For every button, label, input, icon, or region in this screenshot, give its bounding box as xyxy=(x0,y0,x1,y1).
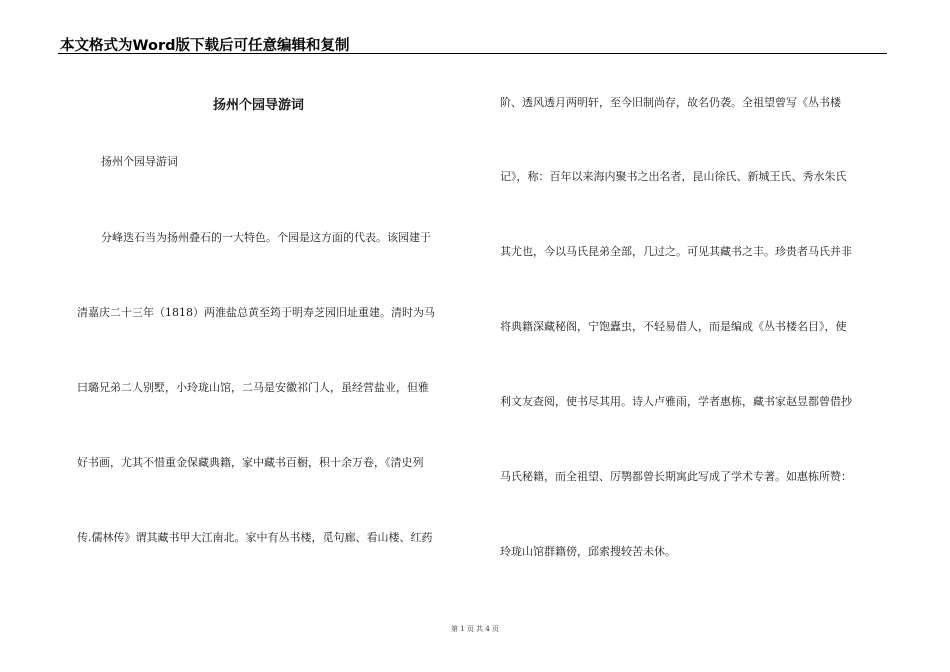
right-column-line: 马氏秘籍，而全祖望、厉鹗都曾长期寓此写成了学术专著。如惠栋所赞： xyxy=(500,470,852,483)
document-header: 本文格式为Word版下载后可任意编辑和复制 xyxy=(60,38,350,54)
left-column-line: 扬州个园导游词 xyxy=(101,155,178,168)
left-column-line: 好书画，尤其不惜重金保藏典籍，家中藏书百橱，积十余万卷，《清史列 xyxy=(77,456,424,469)
right-column-line: 玲珑山馆群籍傍，邱索搜较苦未休。 xyxy=(500,545,676,558)
left-column-line: 传.儒林传》谓其藏书甲大江南北。家中有丛书楼，觅句廊、看山楼、红药 xyxy=(77,531,433,544)
right-column-line: 利文友查阅，使书尽其用。诗人卢雅雨，学者惠栋，藏书家赵昱都曾借抄 xyxy=(500,395,852,408)
page-number-footer: 第 1 页 共 4 页 xyxy=(450,625,500,633)
left-column-line: 清嘉庆二十三年（1818）两淮盐总黄至筠于明寿芝园旧址重建。清时为马 xyxy=(77,306,435,319)
left-column-line: 曰璐兄弟二人别墅，小玲珑山馆，二马是安徽祁门人，虽经营盐业，但雅 xyxy=(77,381,429,394)
right-column-line: 其尤也，今以马氏昆弟全部，几过之。可见其藏书之丰。珍贵者马氏并非 xyxy=(500,245,852,258)
right-column-line: 将典籍深藏秘阁，宁饱蠹虫，不轻易借人，而是编成《丛书楼名目》，使 xyxy=(500,320,847,333)
document-title: 扬州个园导游词 xyxy=(213,98,305,113)
right-column-line: 记》，称：百年以来海内聚书之出名者，昆山徐氏、新城王氏、秀水朱氏 xyxy=(500,170,847,183)
header-divider xyxy=(58,53,887,54)
left-column-line: 分峰迭石当为扬州叠石的一大特色。个园是这方面的代表。该园建于 xyxy=(101,231,431,244)
right-column-line: 阶、透风透月两明轩，至今旧制尚存，故名仍袭。全祖望曾写《丛书楼 xyxy=(500,96,841,109)
